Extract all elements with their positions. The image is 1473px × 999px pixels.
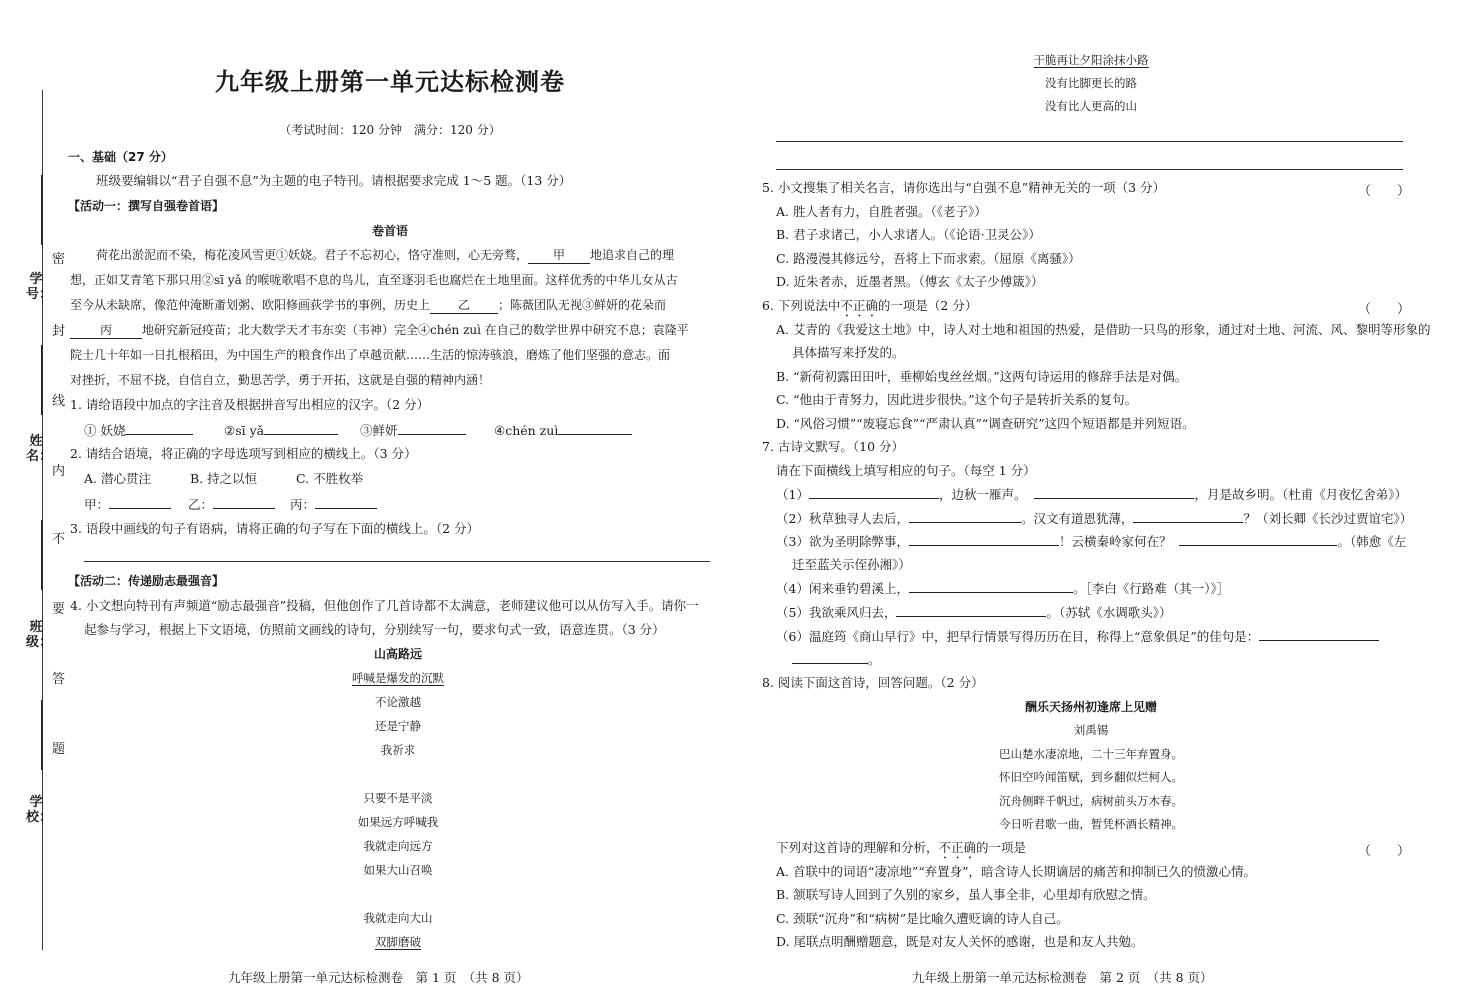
q5-option: C. 路漫漫其修远兮，吾将上下而求索。（屈原《离骚》） [776, 251, 1081, 266]
answer-paren: （ ） [1358, 184, 1411, 199]
page-footer: 九年级上册第一单元达标检测卷 第 2 页 （共 8 页） [912, 970, 1213, 985]
question-8: 8. 阅读下面这首诗，回答问题。（2 分） [762, 675, 984, 690]
poem-line: 巴山楚水凄凉地，二十三年弃置身。 [999, 747, 1183, 761]
q2-fill: 丙： [290, 496, 377, 513]
q7-item-cont: 迁至蓝关示侄孙湘》） [792, 557, 911, 572]
poem-line: 没有比脚更长的路 [1045, 76, 1137, 90]
q1-item: ③鲜妍 [360, 422, 466, 439]
question-3: 3. 语段中画线的句子有语病，请将正确的句子写在下面的横线上。（2 分） [70, 521, 480, 536]
q1-item: ②sī yǎ [224, 422, 338, 439]
poem-line: 不论激越 [375, 695, 421, 709]
blank-bing: 丙 [70, 322, 142, 339]
seal-char: 要 [52, 601, 66, 616]
q2-fill: 甲： [84, 496, 171, 513]
poem-title: 山高路远 [373, 647, 422, 661]
question-2: 2. 请结合语境，将正确的字母选项写到相应的横线上。（3 分） [70, 446, 417, 461]
poem-line: 沉舟侧畔千帆过，病树前头万木春。 [999, 794, 1183, 808]
seal-char: 不 [52, 531, 66, 546]
q2-option: C. 不胜枚举 [296, 471, 364, 486]
answer-paren: （ ） [1358, 844, 1411, 859]
section-heading: 一、基础（27 分） [68, 150, 173, 164]
q8-option: C. 颈联“沉舟”和“病树”是比喻久遭贬谪的诗人自己。 [776, 911, 1069, 926]
exam-title: 九年级上册第一单元达标检测卷 [215, 68, 565, 96]
poem-line: 我祈求 [380, 743, 416, 757]
passage-line: 至今从未缺席，像范仲淹断齑划粥、欧阳修画荻学书的事例，历史上 乙 ；陈薇团队无视③鲜妍的花朵而 [70, 298, 667, 312]
poem-line: 我就走向远方 [363, 839, 433, 853]
q8-option: B. 颔联写诗人回到了久别的家乡，虽人事全非，心里却有欣慰之情。 [776, 887, 1156, 902]
question-4-cont: 起参与学习，根据上下文语境，仿照前文画线的诗句，分别续写一句，要求句式一致，语意连贯。（3 分） [84, 622, 665, 637]
poem-line: 呼喊是爆发的沉默 [352, 671, 444, 685]
question-6: 6. 下列说法中不正确的一项是（2 分） [762, 298, 978, 313]
q7-item: （1） ，边秋一雁声。 ，月是故乡明。（杜甫《月夜忆舍弟》） [776, 487, 1407, 502]
seal-char: 内 [52, 463, 66, 478]
seal-char: 答 [52, 671, 66, 686]
activity-heading: 【活动一：撰写自强卷首语】 [68, 199, 225, 213]
poem-line: 如果大山召唤 [363, 863, 433, 877]
poem-line: 干脆再让夕阳涂抹小路 [1033, 53, 1149, 67]
q2-fill: 乙： [188, 496, 275, 513]
q2-option: A. 潜心贯注 [84, 471, 151, 486]
q5-option: B. 君子求诸己，小人求诸人。（《论语·卫灵公》） [776, 227, 1041, 242]
passage-line: 荷花出淤泥而不染，梅花凌风雪更①妖娆。君子不忘初心，恪守准则，心无旁骛， 甲 地追求自己的理 [96, 248, 675, 262]
left-page [0, 0, 736, 999]
activity-heading: 【活动二：传递励志最强音】 [68, 574, 225, 588]
section-intro: 班级要编辑以“君子自强不息”为主题的电子特刊。请根据要求完成 1～5 题。（13 分） [96, 173, 572, 188]
poem-line: 双脚磨破 [375, 935, 421, 949]
q7-item: （5）我欲乘风归去， 。（苏轼《水调歌头》） [776, 605, 1172, 620]
q6-option: B. “新荷初露田田叶，垂柳始曳丝丝烟。”这两句诗运用的修辞手法是对偶。 [776, 369, 1188, 384]
question-7: 7. 古诗文默写。（10 分） [762, 439, 905, 454]
poem-author: 刘禹锡 [1073, 723, 1109, 737]
poem-line: 我就走向大山 [363, 911, 433, 925]
answer-line [84, 561, 710, 562]
passage-line: 丙 地研究新冠疫苗；北大数学天才韦东奕（韦神）完全④chén zuì 在自己的数学世界中研究不息；袁隆平 [70, 322, 689, 339]
seal-char: 密 [52, 251, 66, 266]
name-label: 姓名： [26, 434, 53, 464]
answer-line [776, 141, 1403, 142]
student-id-fill-line [41, 175, 42, 245]
right-page [736, 0, 1473, 999]
q8-option: A. 首联中的词语“凄凉地”“弃置身”，暗含诗人长期谪居的痛苦和抑制已久的愤激心情。 [776, 864, 1257, 879]
q8-option: D. 尾联点明酬赠题意，既是对友人关怀的感谢，也是和友人共勉。 [776, 934, 1144, 949]
poem-title: 酬乐天扬州初逢席上见赠 [1024, 700, 1157, 714]
poem-line: 还是宁静 [375, 719, 421, 733]
class-fill-line [41, 520, 42, 590]
school-label: 学校： [26, 795, 53, 825]
question-5: 5. 小文搜集了相关名言，请你选出与“自强不息”精神无关的一项（3 分） [762, 180, 1166, 195]
q8-stem: 下列对这首诗的理解和分析，不正确的一项是 [776, 840, 1027, 855]
q2-option: B. 持之以恒 [190, 471, 258, 486]
answer-line [776, 169, 1403, 170]
name-fill-line [41, 345, 42, 415]
q7-item: （6）温庭筠《商山早行》中，把早行情景写得历历在目，称得上“意象俱足”的佳句是： [776, 628, 1379, 645]
blank-jia: 甲 [528, 247, 590, 264]
seal-char: 封 [52, 323, 66, 338]
blank-yi: 乙 [430, 297, 498, 314]
passage-line: 院士几十年如一日扎根稻田，为中国生产的粮食作出了卓越贡献……生活的惊涛骇浪，磨炼了他们坚强的意志。面 [70, 348, 671, 362]
q6-option-cont: 具体描写来抒发的。 [792, 345, 905, 360]
q7-item: （2）秋草独寻人去后， 。汉文有道恩犹薄， ？（刘长卿《长沙过贾谊宅》） [776, 511, 1413, 526]
class-label: 班级： [26, 620, 53, 650]
poem-line: 只要不是平淡 [363, 791, 433, 805]
seal-char: 题 [52, 741, 66, 756]
poem-line: 怀旧空吟闻笛赋，到乡翻似烂柯人。 [999, 770, 1183, 784]
page-footer: 九年级上册第一单元达标检测卷 第 1 页 （共 8 页） [228, 970, 529, 985]
answer-paren: （ ） [1358, 302, 1411, 317]
q5-option: A. 胜人者有力，自胜者强。（《老子》） [776, 204, 987, 219]
preface-title: 卷首语 [372, 224, 409, 238]
exam-info: （考试时间：120 分钟 满分：120 分） [279, 123, 501, 137]
poem-line: 没有比人更高的山 [1045, 99, 1137, 113]
poem-line: 如果远方呼喊我 [357, 815, 439, 829]
q6-option: C. “他由于青努力，因此进步很快。”这个句子是转折关系的复句。 [776, 392, 1138, 407]
q1-item: ① 妖娆 [84, 422, 193, 439]
seal-char: 线 [52, 393, 66, 408]
passage-line: 想，正如艾青笔下那只用②sī yǎ 的喉咙歌唱不息的鸟儿，直至逐羽毛也腐烂在土地里面。这样优秀的中华儿女从古 [70, 273, 678, 287]
q6-option: A. 艾青的《我爱这土地》中，诗人对土地和祖国的热爱，是借助一只鸟的形象，通过对土地、河流、风、黎明等形象的 [776, 322, 1431, 337]
student-id-label: 学号： [26, 272, 53, 302]
q7-item: （4）闲来垂钓碧溪上， 。［李白《行路难（其一）》］ [776, 581, 1230, 596]
poem-line: 今日听君歌一曲，暂凭杯酒长精神。 [999, 817, 1183, 831]
question-4: 4. 小文想向特刊有声频道“励志最强音”投稿，但他创作了几首诗都不太满意，老师建议他可以从仿写入手。请你一 [70, 598, 699, 613]
q6-option: D. “风俗习惯”“废寝忘食”“严肃认真”“调查研究”这四个短语都是并列短语。 [776, 416, 1195, 431]
school-fill-line [41, 700, 42, 770]
q7-item: （3）欲为圣明除弊事， ！云横秦岭家何在？ 。（韩愈《左 [776, 534, 1407, 549]
q7-intro: 请在下面横线上填写相应的句子。（每空 1 分） [776, 463, 1036, 478]
passage-line: 对挫折，不屈不挠，自信自立，勤思苦学，勇于开拓，这就是自强的精神内涵！ [70, 373, 491, 387]
q5-option: D. 近朱者赤，近墨者黑。（傅玄《太子少傅箴》） [776, 274, 1044, 289]
q7-item-cont: 。 [792, 651, 881, 668]
question-1: 1. 请给语段中加点的字注音及根据拼音写出相应的汉字。（2 分） [70, 397, 430, 412]
q1-item: ④chén zuì [494, 422, 632, 439]
